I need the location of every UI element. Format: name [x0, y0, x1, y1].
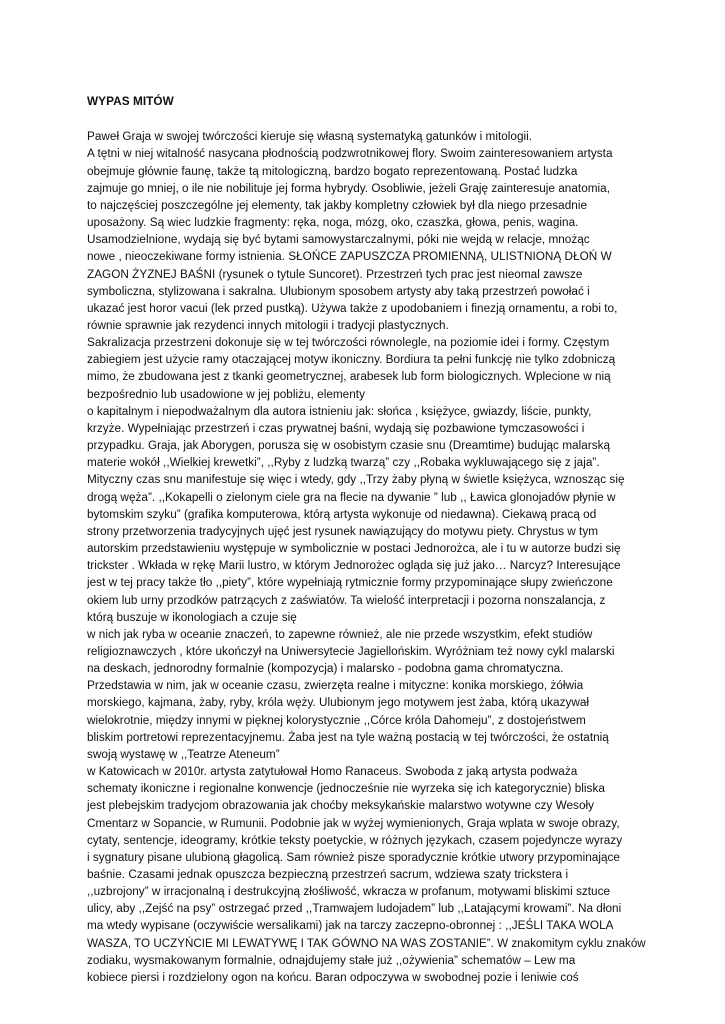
text-line: bezpośrednio lub usadowione w jej pobliżu, elementy	[87, 387, 365, 401]
text-line: ZAGON ŻYZNEJ BAŚNI (rysunek o tytule Suncoret). Przestrzeń tych prac jest nieomal zawsze	[87, 267, 583, 281]
text-line: i sygnatury pisane ulubioną głagolicą. Sam również pisze sporadycznie krótkie utwory przypominające	[87, 850, 620, 864]
text-line: Przedstawia w nim, jak w oceanie czasu, zwierzęta realne i mityczne: konika morskiego, żółwia	[87, 679, 584, 693]
text-line: zajmuje go mniej, o ile nie nobilituje jej forma hybrydy. Osobliwie, jeżeli Graję zainteresuje anatomia,	[87, 181, 611, 195]
text-line: o kapitalnym i niepodważalnym dla autora istnieniu jak: słońca , księżyce, gwiazdy, liście, punkty,	[87, 404, 592, 418]
text-line: drogą węża”. ,,Kokapelli o zielonym ciele gra na flecie na dywanie ” lub ,, Ławica glonojadów płynie w	[87, 490, 616, 504]
text-line: symboliczna, stylizowana i sakralna. Ulubionym sposobem artysty aby taką przestrzeń powołać i	[87, 284, 590, 298]
text-line: morskiego, kajmana, żaby, ryby, króla węży. Ulubionym jego motywem jest żaba, którą ukazywał	[87, 696, 590, 710]
document-text	[87, 128, 647, 986]
text-line: Sakralizacja przestrzeni dokonuje się w tej twórczości równolegle, na poziomie idei i formy. Częstym	[87, 336, 610, 350]
text-line: jest w tej pracy także tło ,,piety”, które wypełniają rytmicznie formy przypominające słupy zwieńczone	[87, 576, 613, 590]
text-line: Paweł Graja w swojej twórczości kieruje się własną systematyką gatunków i mitologii.	[87, 130, 533, 144]
text-line: kobiece piersi i rozdzielony ogon na końcu. Baran odpoczywa w swobodnej pozie i leniwie coś	[87, 970, 579, 984]
document-body	[87, 93, 647, 986]
text-line: w Katowicach w 2010r. artysta zatytułował Homo Ranaceus. Swoboda z jaką artysta podważa	[87, 765, 578, 779]
text-line: ukazać jest horor vacui (lek przed pustką). Używa także z upodobaniem i finezją ornamentu, a robi to,	[87, 301, 618, 315]
text-line: zodiaku, wysmakowanym formalnie, odnajdujemy stałe już ,,ożywienia” schematów – Lew ma	[87, 953, 576, 967]
text-line: w nich jak ryba w oceanie znaczeń, to zapewne również, ale nie przede wszystkim, efekt studiów	[87, 627, 593, 641]
text-line: uposażony. Są wiec ludzkie fragmenty: ręka, noga, mózg, oko, czaszka, głowa, penis, wagina.	[87, 216, 579, 230]
document-title: WYPAS MITÓW	[87, 94, 174, 108]
text-line: ,,uzbrojony” w irracjonalną i destrukcyjną złośliwość, wkracza w profanum, motywami bliskimi sztuce	[87, 885, 611, 899]
text-line: baśnie. Czasami jednak opuszcza bezpieczną przestrzeń sacrum, wdziewa szaty trickstera i	[87, 868, 569, 882]
text-line: mimo, że zbudowana jest z tkanki geometrycznej, arabesek lub form biologicznych. Wplecione w nią	[87, 370, 611, 384]
text-line: A tętni w niej witalność nasycana płodnością podzwrotnikowej flory. Swoim zainteresowaniem artysta	[87, 147, 613, 161]
text-line: którą buszuje w ikonologiach a czuje się	[87, 610, 297, 624]
text-line: materie wokół ,,Wielkiej krewetki”, ,,Ryby z ludzką twarzą” czy ,,Robaka wykluwającego się z jaja”.	[87, 456, 600, 470]
text-line: trickster . Wkłada w rękę Marii lustro, w którym Jednorożec ogląda się już jako… Narcyz? Interesujące	[87, 559, 621, 573]
text-line: jest plebejskim tradycjom obrazowania jak choćby meksykańskie malarstwo wotywne czy Wesoły	[87, 799, 595, 813]
text-line: to najczęściej poszczególne jej elementy, tak jakby kompletny człowiek był dla niego przesadnie	[87, 198, 588, 212]
text-line: ulicy, aby ,,Zejść na psy” ostrzegać przed ,,Tramwajem ludojadem” lub ,,Latającymi krowami”. Na dłoni	[87, 902, 622, 916]
text-line: przypadku. Graja, jak Aborygen, porusza się w osobistym czasie snu (Dreamtime) budując malarską	[87, 439, 611, 453]
text-line: okiem lub urny przodków patrzących z zaświatów. Ta wielość interpretacji i pozorna nonszalancja, z	[87, 593, 606, 607]
text-line: cytaty, sentencje, ideogramy, krótkie teksty poetyckie, w różnych językach, czasem pojedyncze wyrazy	[87, 833, 623, 847]
text-line: Mityczny czas snu manifestuje się więc i wtedy, gdy ,,Trzy żaby płyną w świetle księżyca, wznosząc się	[87, 473, 625, 487]
text-line: obejmuje głównie faunę, także tą mitologiczną, bardzo bogato reprezentowaną. Postać ludzka	[87, 164, 578, 178]
text-line: nowe , nieoczekiwane formy istnienia. SŁOŃCE ZAPUSZCZA PROMIENNĄ, ULISTNIONĄ DŁOŃ W	[87, 250, 612, 264]
text-line: strony przetworzenia tradycyjnych ujęć jest rysunek nawiązujący do motywu piety. Chrystus w tym	[87, 524, 599, 538]
text-line: religioznawczych , które ukończył na Uniwersytecie Jagiellońskim. Wyróżniam też nowy cykl malarski	[87, 644, 615, 658]
text-line: WASZA, TO UCZYŃCIE MI LEWATYWĘ I TAK GÓWNO NA WAS ZOSTANIE”. W znakomitym cyklu znaków	[87, 936, 646, 950]
text-line: autorskim przedstawieniu występuje w symbolicznie w postaci Jednorożca, ale i tu w autorze budzi się	[87, 542, 621, 556]
text-line: krzyże. Wypełniając przestrzeń i czas prywatnej baśni, wydają się pozbawione tymczasowości i	[87, 421, 585, 435]
text-line: bytomskim szyku” (grafika komputerowa, którą artysta wykonuje od niedawna). Ciekawą pracą od	[87, 507, 597, 521]
text-line: bliskim portretowi reprezentacyjnemu. Żaba jest na tyle ważną postacią w tej twórczości, że ostatnią	[87, 730, 609, 744]
text-line: schematy ikoniczne i regionalne konwencje (jednocześnie nie wyrzeka się ich kategorycznie) bliska	[87, 782, 605, 796]
text-line: na deskach, jednorodny formalnie (kompozycja) i malarsko - podobna gama chromatyczna.	[87, 662, 564, 676]
text-line: zabiegiem jest użycie ramy otaczającej motyw ikoniczny. Bordiura ta pełni funkcję nie tylko zdobniczą	[87, 353, 616, 367]
text-line: ma wtedy wypisane (oczywiście wersalikami) jak na tarczy zaczepno-obronnej : ,,JEŚLI TAKA WOLA	[87, 919, 614, 933]
text-line: równie sprawnie jak rezydenci innych mitologii i tradycji plastycznych.	[87, 319, 449, 333]
text-line: wielokrotnie, między innymi w pięknej kolorystycznie ,,Córce króla Dahomeju”, z dostojeństwem	[87, 713, 586, 727]
text-line: Cmentarz w Sopancie, w Rumunii. Podobnie jak w wyżej wymienionych, Graja wplata w swoje obrazy,	[87, 816, 620, 830]
text-line: Usamodzielnione, wydają się być bytami samowystarczalnymi, póki nie wejdą w relacje, mnożąc	[87, 233, 590, 247]
text-line: swoją wystawę w ,,Teatrze Ateneum”	[87, 747, 280, 761]
